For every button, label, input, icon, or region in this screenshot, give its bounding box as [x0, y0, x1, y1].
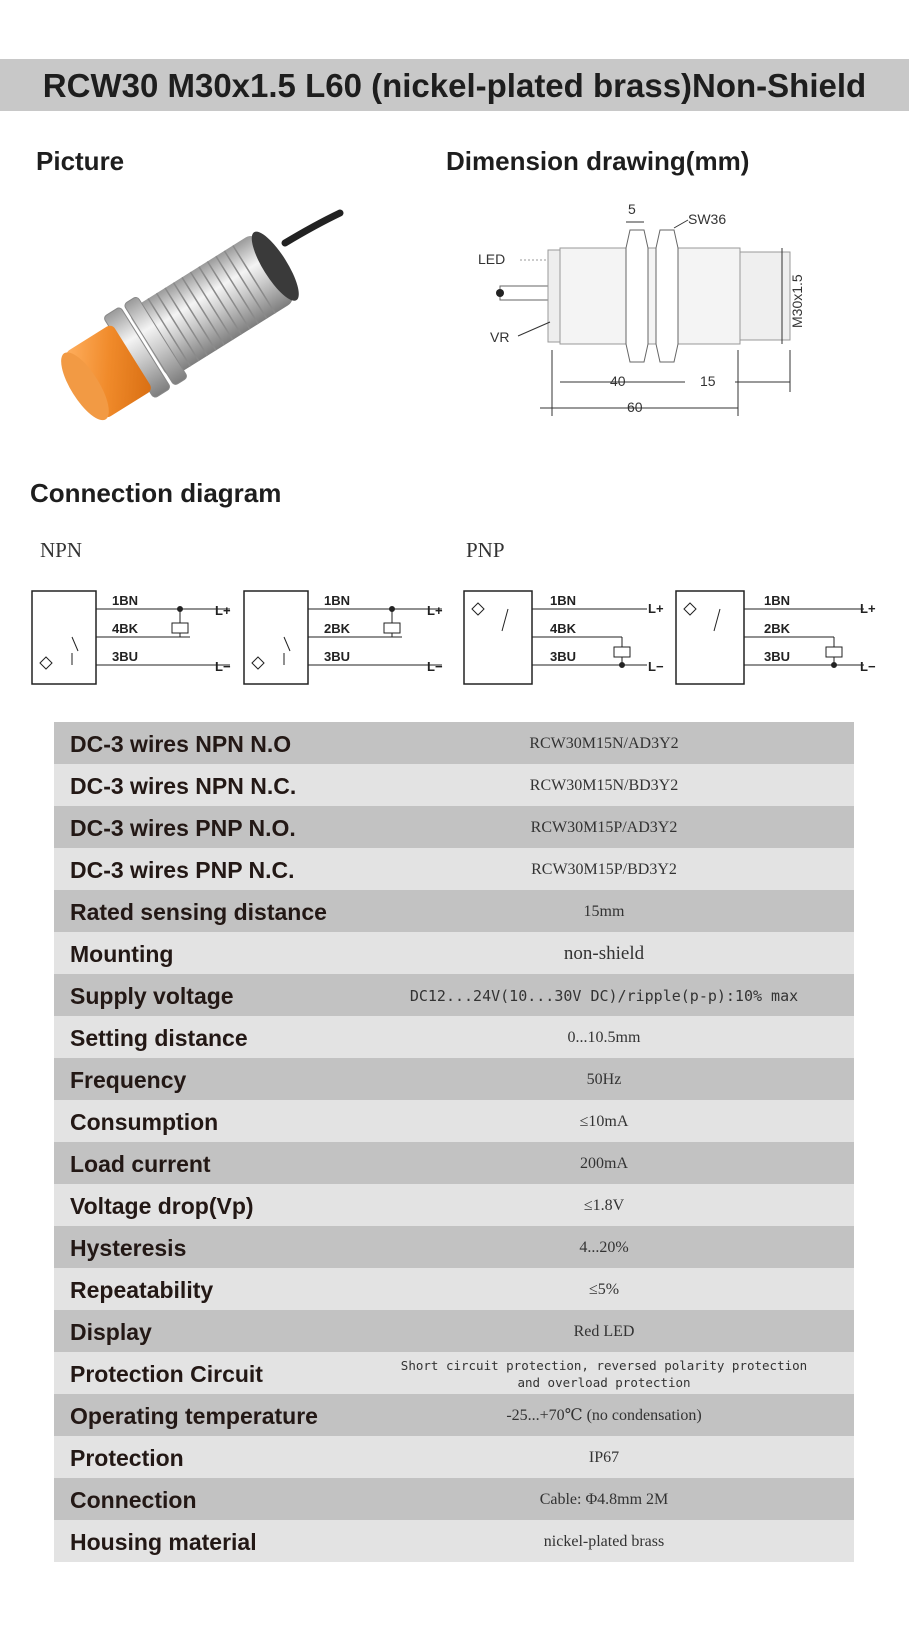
svg-text:L+: L+ [215, 603, 231, 618]
table-row: Repeatability ≤5% [54, 1268, 854, 1310]
table-row: DC-3 wires PNP N.C. RCW30M15P/BD3Y2 [54, 848, 854, 890]
svg-text:1BN: 1BN [112, 593, 139, 608]
product-photo [50, 205, 350, 445]
table-row: Load current 200mA [54, 1142, 854, 1184]
svg-text:3BU: 3BU [550, 649, 577, 664]
table-row: Display Red LED [54, 1310, 854, 1352]
protection-circuit-line1: Short circuit protection, reversed polarity protection [400, 1358, 808, 1373]
svg-text:L+: L+ [860, 601, 876, 616]
svg-text:4BK: 4BK [550, 621, 577, 636]
table-row: Protection Circuit Short circuit protection, reversed polarity protection and overload protection [54, 1352, 854, 1394]
npn-no-diagram [30, 585, 235, 690]
table-row: DC-3 wires PNP N.O. RCW30M15P/AD3Y2 [54, 806, 854, 848]
table-row: Mounting non-shield [54, 932, 854, 974]
svg-text:1BN: 1BN [764, 593, 791, 608]
connection-heading: Connection diagram [30, 478, 282, 508]
dimension-drawing [470, 200, 830, 445]
dim-vr: VR [490, 329, 510, 345]
svg-text:2BK: 2BK [764, 621, 791, 636]
dim-sw: SW36 [688, 211, 727, 227]
svg-text:3BU: 3BU [324, 649, 351, 664]
table-row: Supply voltage DC12...24V(10...30V DC)/ripple(p-p):10% max [54, 974, 854, 1016]
pnp-label: PNP [466, 538, 505, 562]
picture-heading: Picture [36, 146, 125, 176]
svg-text:L−: L− [215, 659, 231, 674]
pnp-nc-diagram [674, 585, 886, 690]
svg-text:3BU: 3BU [764, 649, 791, 664]
dim-head-length: 15 [700, 373, 716, 389]
svg-text:1BN: 1BN [550, 593, 577, 608]
protection-circuit-line2: and overload protection [517, 1375, 691, 1390]
title-bar [0, 59, 909, 111]
table-row: Hysteresis 4...20% [54, 1226, 854, 1268]
dimension-heading: Dimension drawing(mm) [446, 146, 750, 176]
table-row: Connection Cable: Φ4.8mm 2M [54, 1478, 854, 1520]
table-row: DC-3 wires NPN N.O RCW30M15N/AD3Y2 [54, 722, 854, 764]
svg-text:4BK: 4BK [112, 621, 139, 636]
svg-text:L−: L− [860, 659, 876, 674]
svg-text:L−: L− [427, 659, 443, 674]
dim-led: LED [478, 251, 506, 267]
dim-nut-width: 5 [628, 201, 636, 217]
table-row: Operating temperature -25...+70℃ (no condensation) [54, 1394, 854, 1436]
dim-total-length: 60 [627, 399, 643, 415]
npn-label: NPN [40, 538, 83, 562]
table-row: Voltage drop(Vp) ≤1.8V [54, 1184, 854, 1226]
svg-text:L+: L+ [648, 601, 664, 616]
page-title: RCW30 M30x1.5 L60 (nickel-plated brass)Non-Shield [42, 67, 867, 104]
table-row: Protection IP67 [54, 1436, 854, 1478]
svg-text:2BK: 2BK [324, 621, 351, 636]
svg-text:1BN: 1BN [324, 593, 351, 608]
table-row: Housing material nickel-plated brass [54, 1520, 854, 1562]
dim-thread: M30x1.5 [789, 274, 805, 328]
npn-nc-diagram [242, 585, 447, 690]
table-row: DC-3 wires NPN N.C. RCW30M15N/BD3Y2 [54, 764, 854, 806]
table-row: Setting distance 0...10.5mm [54, 1016, 854, 1058]
table-row: Frequency 50Hz [54, 1058, 854, 1100]
svg-text:3BU: 3BU [112, 649, 139, 664]
pnp-no-diagram [462, 585, 667, 690]
svg-text:L+: L+ [427, 603, 443, 618]
table-row: Consumption ≤10mA [54, 1100, 854, 1142]
svg-text:L−: L− [648, 659, 664, 674]
spec-table [54, 722, 854, 1562]
dim-body-length: 40 [610, 373, 626, 389]
table-row: Rated sensing distance 15mm [54, 890, 854, 932]
